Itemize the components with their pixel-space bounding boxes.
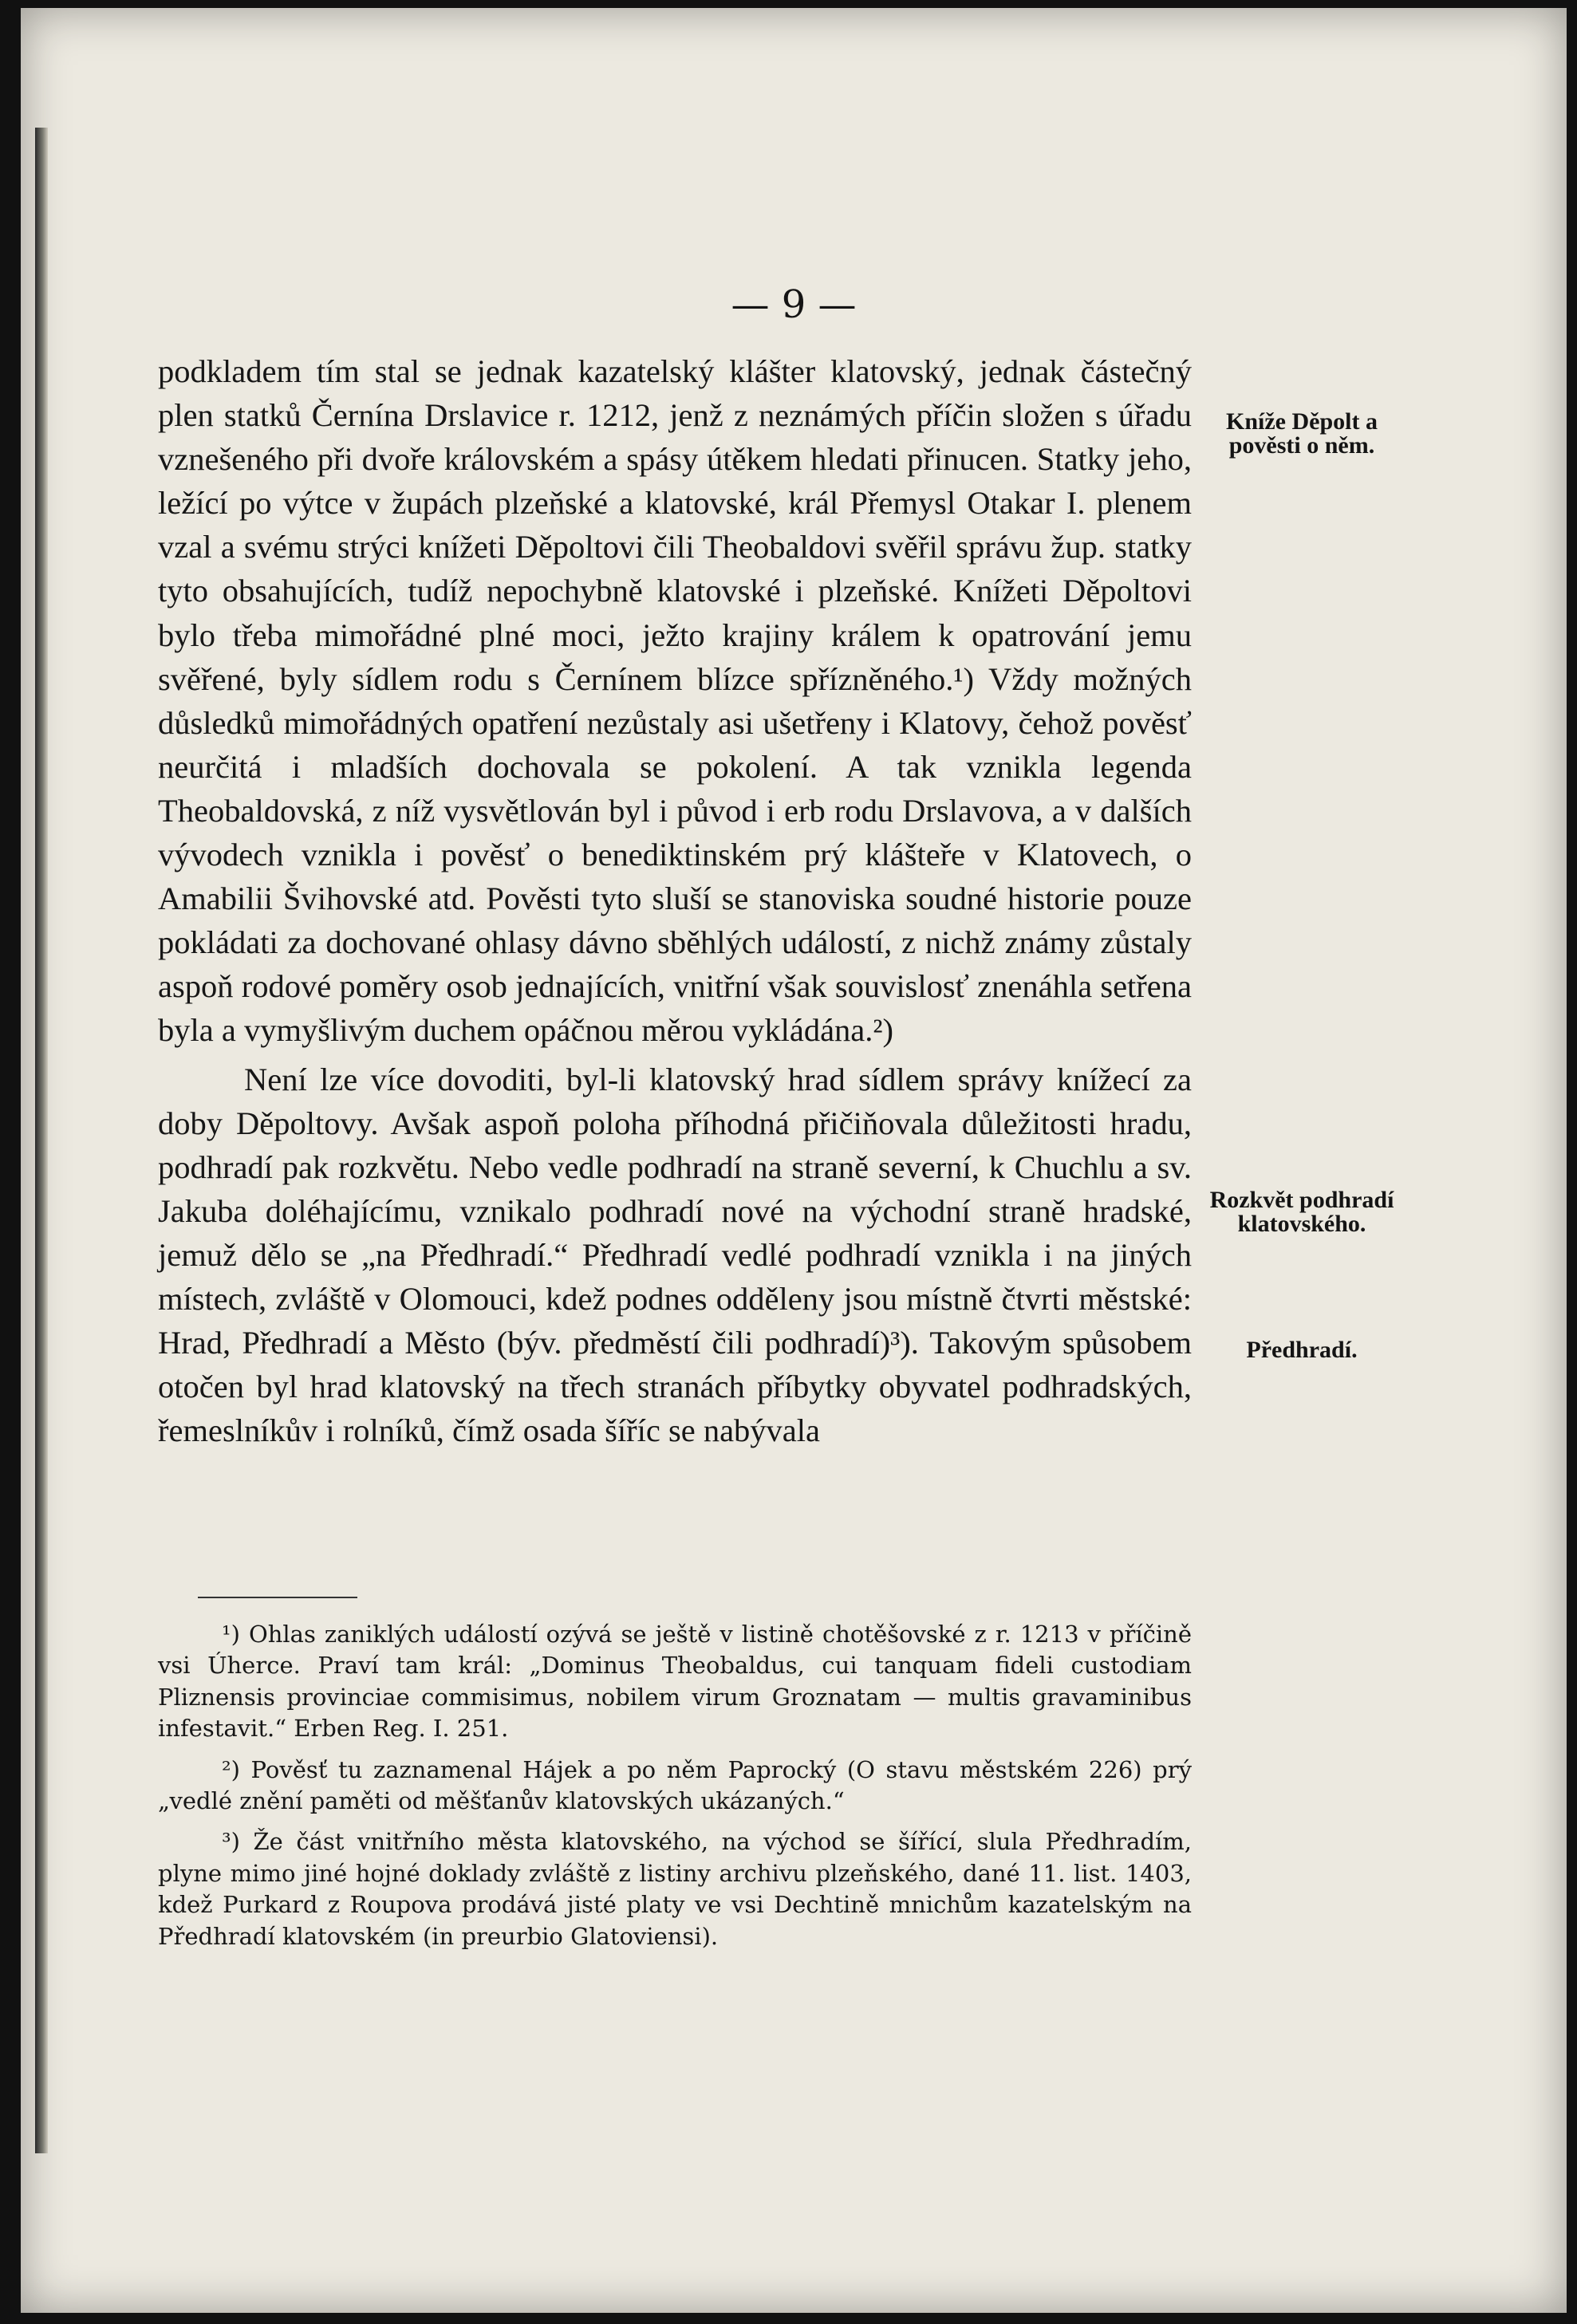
book-spine-edge <box>35 128 48 2153</box>
paragraph-2: Není lze více dovoditi, byl-li klatovský hrad sídlem správy knížecí za doby Děpoltovy. Avšak aspoň poloha příhodná přičiňovala důležitosti hradu, podhradí pak rozkvětu. Nebo vedle podhradí na straně severní, k Chuchlu a sv. Jakuba doléhajícímu, vznikalo podhradí nové na východní straně hradské, jemuž dělo se „na Předhradí.“ Předhradí vedlé podhradí vznikla i na jiných místech, zvláště v Olomouci, kdež podnes odděleny jsou místně čtvrti městské: Hrad, Předhradí a Město (býv. předměstí čili podhradí)³). Takovým spůsobem otočen byl hrad klatovský na třech stranách příbytky obyvatel podhradských, řemeslníkův i rolníků, čímž osada šíříc se nabývala <box>158 1061 1192 1449</box>
footnote-3: ³) Že část vnitřního města klatovského, na východ se šířící, slula Předhradím, plyne mimo jiné hojné doklady zvláště z listiny archivu plzeňského, dané 11. list. 1403, kdež Purkard z Roupova prodává jisté platy ve vsi Dechtině mnichům kazatelským na Předhradí klatovském (in preurbio Glatoviensi). <box>158 1828 1192 1950</box>
margin-note-depolt: Kníže Děpolt a pověsti o něm. <box>1226 408 1378 459</box>
margin-note-predhradi: Předhradí. <box>1246 1337 1358 1363</box>
margin-note-rozkvet: Rozkvět podhradí klatovského. <box>1209 1187 1394 1237</box>
footnotes <box>158 1619 1192 1962</box>
paragraph-1: podkladem tím stal se jednak kazatelský klášter klatovský, jednak částečný plen statků Černína Drslavice r. 1212, jenž z neznámých příčin složen s úřadu vznešeného při dvoře královském a spásy útěkem hledati přinucen. Statky jeho, ležící po výtce v župách plzeňské a klatovské, král Přemysl Otakar I. plenem vzal a svému strýci knížeti Děpoltovi čili Theobaldovi svěřil správu žup. statky tyto obsahujících, tudíž nepochybně klatovské i plzeňské. Knížeti Děpoltovi bylo třeba mimořádné plné moci, ježto krajiny králem k opatrování jemu svěřené, byly sídlem rodu s Černínem blízce spřízněného.¹) Vždy možných důsledků mimořádných opatření nezůstaly asi ušetřeny i Klatovy, čehož pověsť neurčitá i mladších dochovala se pokolení. A tak vznikla legenda Theobaldovská, z níž vysvětlován byl i původ i erb rodu Drslavova, a v dalších vývodech vznikla i pověsť o benediktinském prý klášteře v Klatovech, o Amabilii Švihovské atd. Pověsti tyto sluší se stanoviska soudné historie pouze pokládati za dochované ohlasy dávno sběhlých událostí, z nichž známy zůstaly aspoň rodové poměry osob jednajících, vnitřní však souvislosť znenáhla setřena byla a vymyšlivým duchem opáčnou měrou vykládána.²) <box>158 353 1192 1049</box>
footnote-2: ²) Pověsť tu zaznamenal Hájek a po něm Paprocký (O stavu městském 226) prý „vedlé znění paměti od měšťanův klatovských ukázaných.“ <box>158 1755 1192 1815</box>
main-text <box>158 349 1192 1452</box>
footnote-1: ¹) Ohlas zaniklých událostí ozývá se ještě v listině chotěšovské z r. 1213 v příčině vsi Úherce. Praví tam král: „Dominus Theobaldus, cui tanquam fideli custodiam Pliznensis provinciae commisimus, nobilem virum Groznatam — multis gravaminibus infestavit.“ Erben Reg. I. 251. <box>158 1621 1192 1743</box>
page-number: — 9 — <box>731 282 857 327</box>
book-page <box>21 8 1567 2313</box>
footnote-rule <box>198 1597 357 1598</box>
